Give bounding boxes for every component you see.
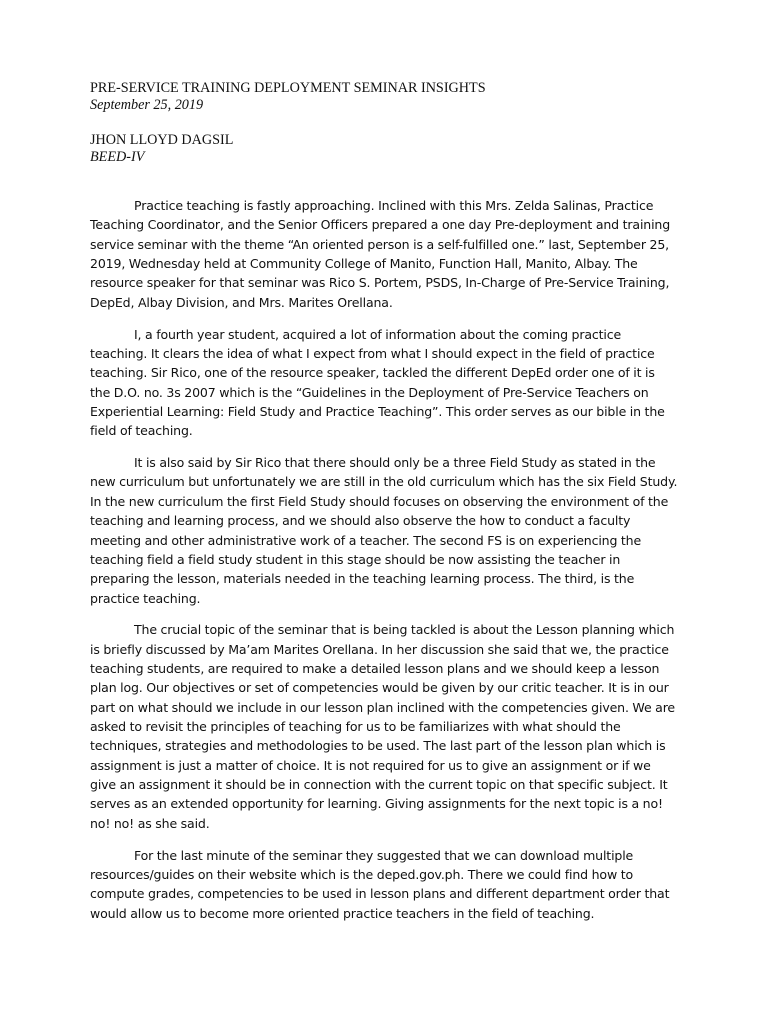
paragraph-2: I, a fourth year student, acquired a lot of information about the coming practice teaching. It clears the idea of what I expect from what I should expect in the field of practice teaching. Sir Rico, one of the resource speaker, tackled the different DepEd order one of it is the D.O. no. 3s 2007 which is the “Guidelines in the Deployment of Pre-Service Teachers on Experiential Learning: Field Study and Practice Teaching”. This order serves as our bible in the field of teaching. [90,326,665,439]
paragraph-3: It is also said by Sir Rico that there should only be a three Field Study as stated in the new curriculum but unfortunately we are still in the old curriculum which has the six Field Study. In the new curriculum the first Field Study should focuses on observing the environment of the teaching and learning process, and we should also observe the how to conduct a faculty meeting and other administrative work of a teacher. The second FS is on experiencing the teaching field a field study student in this stage should be now assisting the teacher in preparing the lesson, materials needed in the teaching learning process. The third, is the practice teaching. [90,455,678,606]
paragraph-5: For the last minute of the seminar they suggested that we can download multiple resources/guides on their website which is the deped.gov.ph. There we could find how to compute grades, competencies to be used in lesson plans and different department order that would allow us to become more oriented practice teachers in the field of teaching. [90,847,670,921]
author-name: JHON LLOYD DAGSIL [90,132,234,148]
document-header [90,80,678,166]
document-date: September 25, 2019 [90,97,204,113]
document-title: PRE-SERVICE TRAINING DEPLOYMENT SEMINAR INSIGHTS [90,80,486,96]
author-block [90,132,678,166]
author-course: BEED-IV [90,149,145,165]
document-body [90,196,678,923]
paragraph-4: The crucial topic of the seminar that is being tackled is about the Lesson planning which is briefly discussed by Ma’am Marites Orellana. In her discussion she said that we, the practice teaching students, are required to make a detailed lesson plans and we should keep a lesson plan log. Our objectives or set of competencies would be given by our critic teacher. It is in our part on what should we include in our lesson plan inclined with the competencies given. We are asked to revisit the principles of teaching for us to be familiarizes with what should the techniques, strategies and methodologies to be used. The last part of the lesson plan which is assignment is just a matter of choice. It is not required for us to give an assignment or if we give an assignment it should be in connection with the current topic on that specific subject. It serves as an extended opportunity for learning. Giving assignments for the next topic is a no! no! no! as she said. [90,622,676,831]
paragraph-1: Practice teaching is fastly approaching. Inclined with this Mrs. Zelda Salinas, Practice Teaching Coordinator, and the Senior Officers prepared a one day Pre-deployment and training service seminar with the theme “An oriented person is a self-fulfilled one.” last, September 25, 2019, Wednesday held at Community College of Manito, Function Hall, Manito, Albay. The resource speaker for that seminar was Rico S. Portem, PSDS, In-Charge of Pre-Service Training, DepEd, Albay Division, and Mrs. Marites Orellana. [90,198,671,310]
document-page [90,80,678,936]
